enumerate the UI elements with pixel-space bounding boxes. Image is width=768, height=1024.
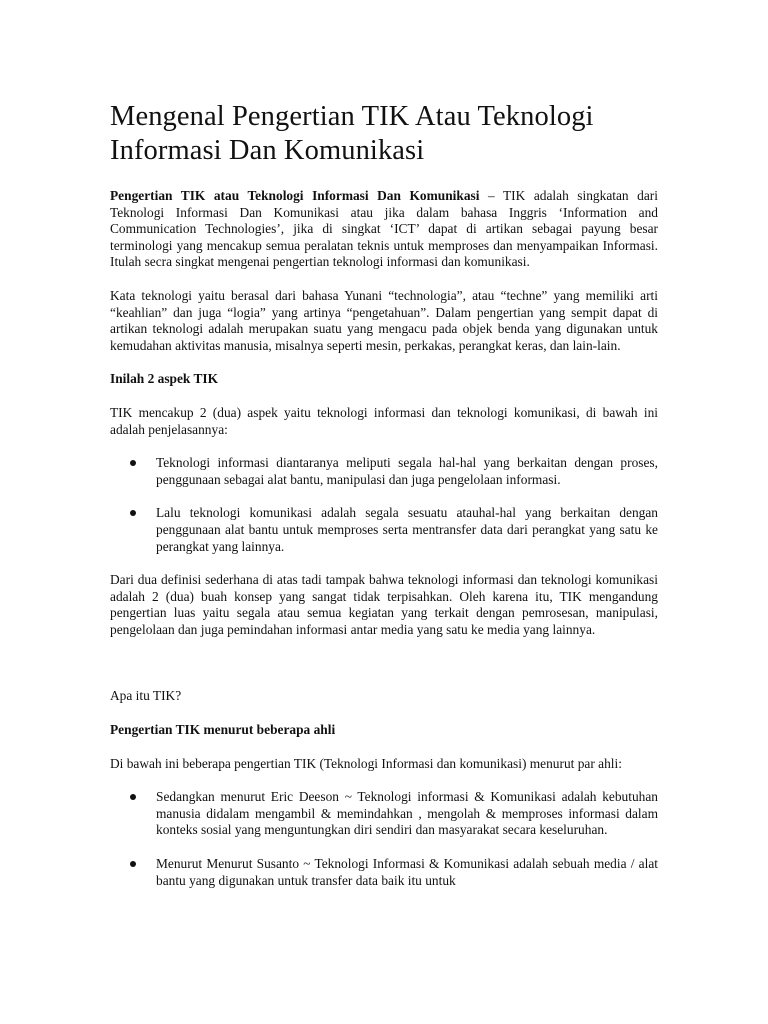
document-title: Mengenal Pengertian TIK Atau Teknologi Informasi Dan Komunikasi <box>110 101 594 166</box>
list-item-text: Lalu teknologi komunikasi adalah segala sesuatu atauhal-hal yang berkaitan dengan penggunaan alat bantu untuk memproses serta mentransfer data dari perangkat yang satu ke perangkat yang lainnya. <box>156 505 658 554</box>
experts-list <box>110 789 658 889</box>
paragraph-aspects-intro: TIK mencakup 2 (dua) aspek yaitu teknologi informasi dan teknologi komunikasi, di bawah ini adalah penjelasannya: <box>110 404 658 437</box>
intro-paragraph <box>110 188 658 271</box>
question-line: Apa itu TIK? <box>110 688 182 704</box>
aspects-list <box>110 455 658 555</box>
list-item <box>110 789 658 839</box>
heading-experts: Pengertian TIK menurut beberapa ahli <box>110 722 336 738</box>
list-item-text: Sedangkan menurut Eric Deeson ~ Teknologi informasi & Komunikasi adalah kebutuhan manusia didalam mengambil & memindahkan , mengolah & memproses informasi dalam konteks sosial yang menguntungkan diri sendiri dan masyarakat secara keseluruhan. <box>156 789 658 838</box>
list-item-text: Teknologi informasi diantaranya meliputi segala hal-hal yang berkaitan dengan proses, penggunaan sebagai alat bantu, manipulasi dan juga pengelolaan informasi. <box>156 455 658 487</box>
list-item-text: Menurut Menurut Susanto ~ Teknologi Informasi & Komunikasi adalah sebuah media / alat bantu yang digunakan untuk transfer data baik itu untuk <box>156 856 658 888</box>
heading-aspects: Inilah 2 aspek TIK <box>110 371 219 387</box>
paragraph-experts-intro: Di bawah ini beberapa pengertian TIK (Teknologi Informasi dan komunikasi) menurut par ahli: <box>110 755 622 771</box>
paragraph-conclusion: Dari dua definisi sederhana di atas tadi tampak bahwa teknologi informasi dan teknologi komunikasi adalah 2 (dua) buah konsep yang sangat tidak terpisahkan. Oleh karena itu, TIK mengandung pengertian luas yaitu segala atau semua kegiatan yang terkait dengan pemrosesan, manipulasi, pengelolaan dan juga pemindahan informasi antar media yang satu ke media yang lainnya. <box>110 572 658 637</box>
bullet-icon <box>130 794 136 800</box>
list-item <box>110 856 658 889</box>
intro-text: – TIK adalah singkatan dari Teknologi Informasi Dan Komunikasi atau jika dalam bahasa Inggris ‘Information and Communication Technologies’, jika di singkat ‘ICT’ dapat di artikan sebagai payung besar terminologi yang mencakup semua peralatan teknis untuk memproses dan menyampaikan Informasi. Itulah secra singkat mengenai pengertian teknologi informasi dan komunikasi. <box>110 188 658 270</box>
bullet-icon <box>130 510 136 516</box>
blank-space <box>110 655 658 688</box>
intro-lead: Pengertian TIK atau Teknologi Informasi Dan Komunikasi <box>110 188 480 203</box>
document-content <box>110 100 658 906</box>
bullet-icon <box>130 460 136 466</box>
paragraph-etymology: Kata teknologi yaitu berasal dari bahasa Yunani “technologia”, atau “techne” yang memiliki arti “keahlian” dan juga “logia” yang artinya “pengetahuan”. Dalam pengertian yang sempit dapat di artikan teknologi adalah merupakan suatu yang mengacu pada objek benda yang digunakan untuk kemudahan aktivitas manusia, misalnya seperti mesin, perkakas, perangkat keras, dan lain-lain. <box>110 287 658 353</box>
list-item <box>110 455 658 488</box>
bullet-icon <box>130 861 136 867</box>
list-item <box>110 505 658 555</box>
